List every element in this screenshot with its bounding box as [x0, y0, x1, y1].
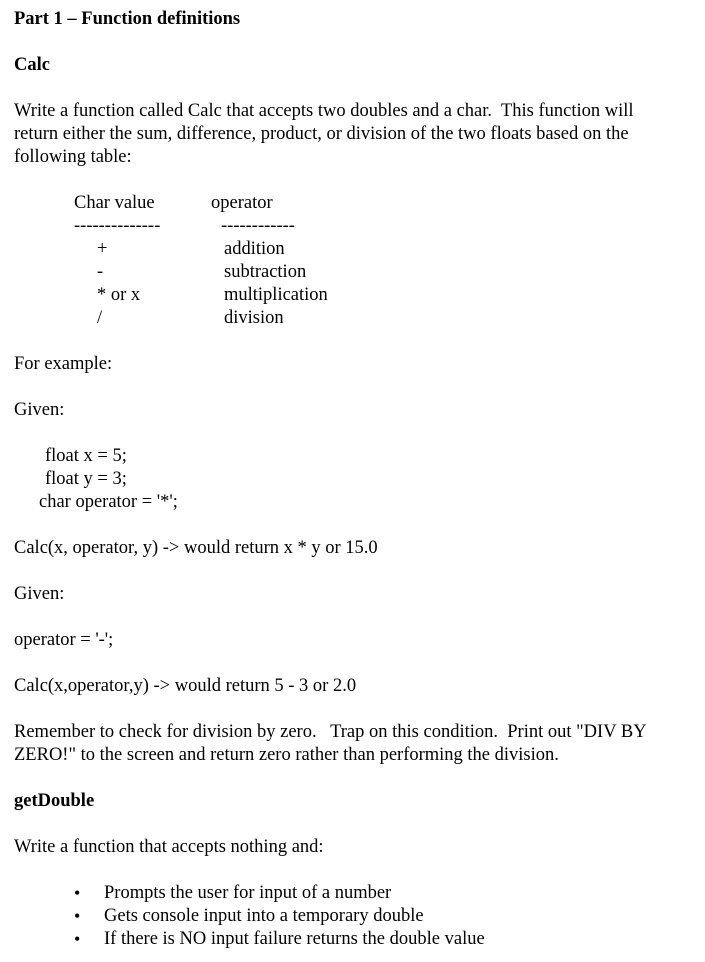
code-line: float x = 5;: [45, 446, 127, 466]
given-label: Given:: [14, 584, 65, 604]
calc-title: Calc: [14, 55, 50, 75]
table-rule-col2: ------------: [221, 216, 295, 236]
table-rule-col1: --------------: [74, 216, 161, 236]
div-zero-note-line-2: ZERO!" to the screen and return zero rather than performing the division.: [14, 745, 559, 765]
code-line: float y = 3;: [45, 469, 127, 489]
table-row-op: multiplication: [224, 285, 328, 305]
example-2: Calc(x,operator,y) -> would return 5 - 3 or 2.0: [14, 676, 357, 696]
table-row-char: /: [97, 308, 103, 328]
getdouble-intro: Write a function that accepts nothing and:: [14, 837, 324, 857]
given-label: Given:: [14, 400, 65, 420]
code-line: char operator = '*';: [39, 492, 178, 512]
list-item: Prompts the user for input of a number: [104, 883, 392, 903]
bullet-icon: •: [74, 883, 81, 903]
calc-intro-line-3: following table:: [14, 147, 132, 167]
getdouble-title: getDouble: [14, 791, 95, 811]
for-example-label: For example:: [14, 354, 113, 374]
operator-assignment: operator = '-';: [14, 630, 114, 650]
bullet-icon: •: [74, 906, 81, 926]
bullet-icon: •: [74, 929, 81, 949]
table-row-char: +: [97, 239, 108, 259]
list-item: Gets console input into a temporary double: [104, 906, 424, 926]
section-heading: Part 1 – Function definitions: [14, 9, 241, 29]
table-header-char-value: Char value: [74, 193, 155, 213]
table-row-op: division: [224, 308, 284, 328]
table-row-char: -: [97, 262, 104, 282]
div-zero-note-line-1: Remember to check for division by zero. Trap on this condition. Print out "DIV BY: [14, 722, 647, 742]
list-item: If there is NO input failure returns the double value: [104, 929, 485, 949]
table-header-operator: operator: [211, 193, 273, 213]
calc-intro-line-1: Write a function called Calc that accepts two doubles and a char. This function will: [14, 101, 634, 121]
table-row-char: * or x: [97, 285, 141, 305]
table-row-op: subtraction: [224, 262, 307, 282]
calc-intro-line-2: return either the sum, difference, product, or division of the two floats based on the: [14, 124, 629, 144]
example-1: Calc(x, operator, y) -> would return x * y or 15.0: [14, 538, 378, 558]
table-row-op: addition: [224, 239, 285, 259]
